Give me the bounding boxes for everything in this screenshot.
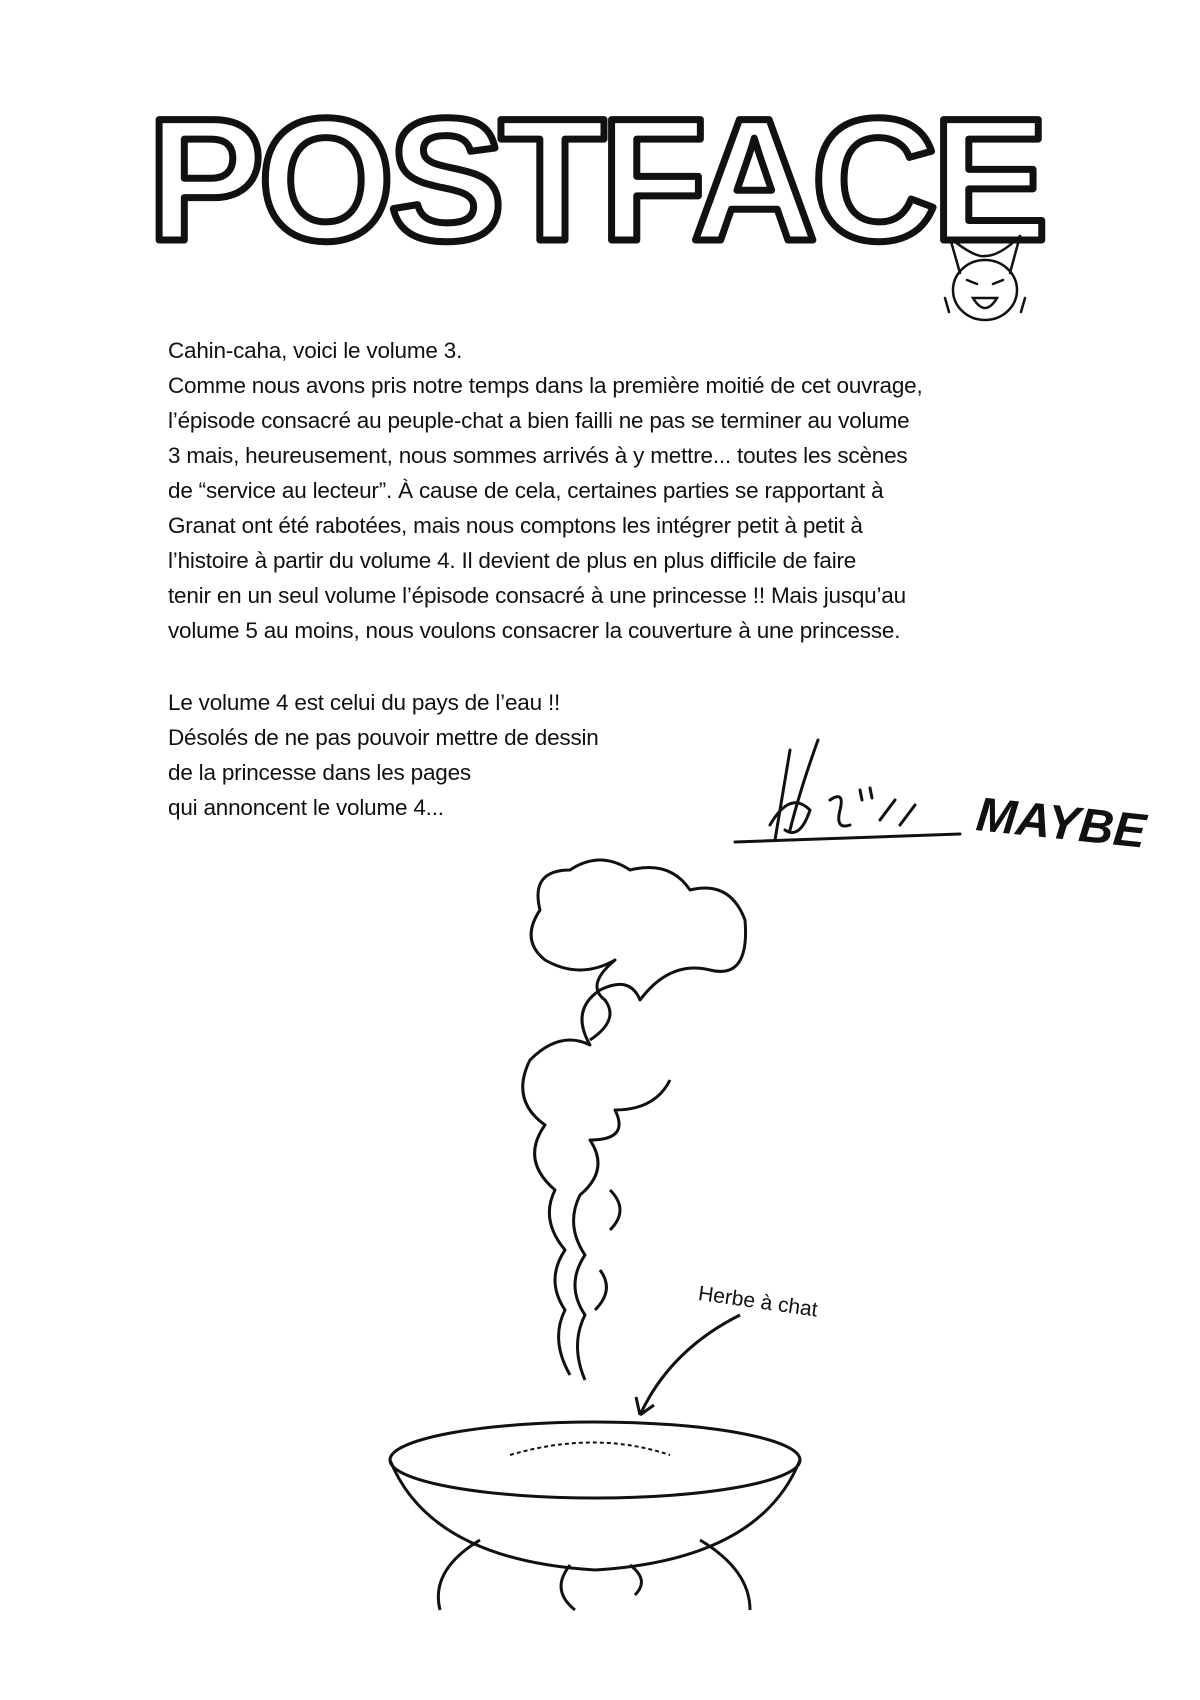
text-line: 3 mais, heureusement, nous sommes arrivés à y mettre... toutes les scènes — [168, 443, 908, 468]
svg-text:POSTFACE: POSTFACE — [147, 83, 1043, 278]
text-line: Comme nous avons pris notre temps dans la première moitié de cet ouvrage, — [168, 373, 923, 398]
text-line: Granat ont été rabotées, mais nous comptons les intégrer petit à petit à — [168, 513, 863, 538]
text-line: de “service au lecteur”. À cause de cela, certaines parties se rapportant à — [168, 478, 884, 503]
svg-text:MAYBE: MAYBE — [973, 788, 1149, 859]
text-line: l’épisode consacré au peuple-chat a bien failli ne pas se terminer au volume — [168, 408, 910, 433]
text-line: Le volume 4 est celui du pays de l’eau !! — [168, 690, 561, 715]
cat-face-icon — [925, 228, 1045, 328]
text-line: l’histoire à partir du volume 4. Il devient de plus en plus difficile de faire — [168, 548, 857, 573]
text-line: Cahin-caha, voici le volume 3. — [168, 338, 463, 363]
postface-paragraph-2 — [168, 685, 599, 825]
arrow-icon — [636, 1315, 740, 1415]
bowl-drawing — [390, 1422, 800, 1610]
text-line: Désolés de ne pas pouvoir mettre de dessin — [168, 725, 599, 750]
text-line: qui annoncent le volume 4... — [168, 795, 444, 820]
postface-paragraph-1 — [168, 333, 923, 648]
text-line: de la princesse dans les pages — [168, 760, 471, 785]
text-line: tenir en un seul volume l’épisode consacré à une princesse !! Mais jusqu’au — [168, 583, 906, 608]
catnip-bowl-illustration — [370, 840, 870, 1620]
text-line: volume 5 au moins, nous voulons consacrer la couverture à une princesse. — [168, 618, 901, 643]
illustration-label: Herbe à chat — [696, 1282, 820, 1322]
postface-title — [147, 80, 1043, 278]
